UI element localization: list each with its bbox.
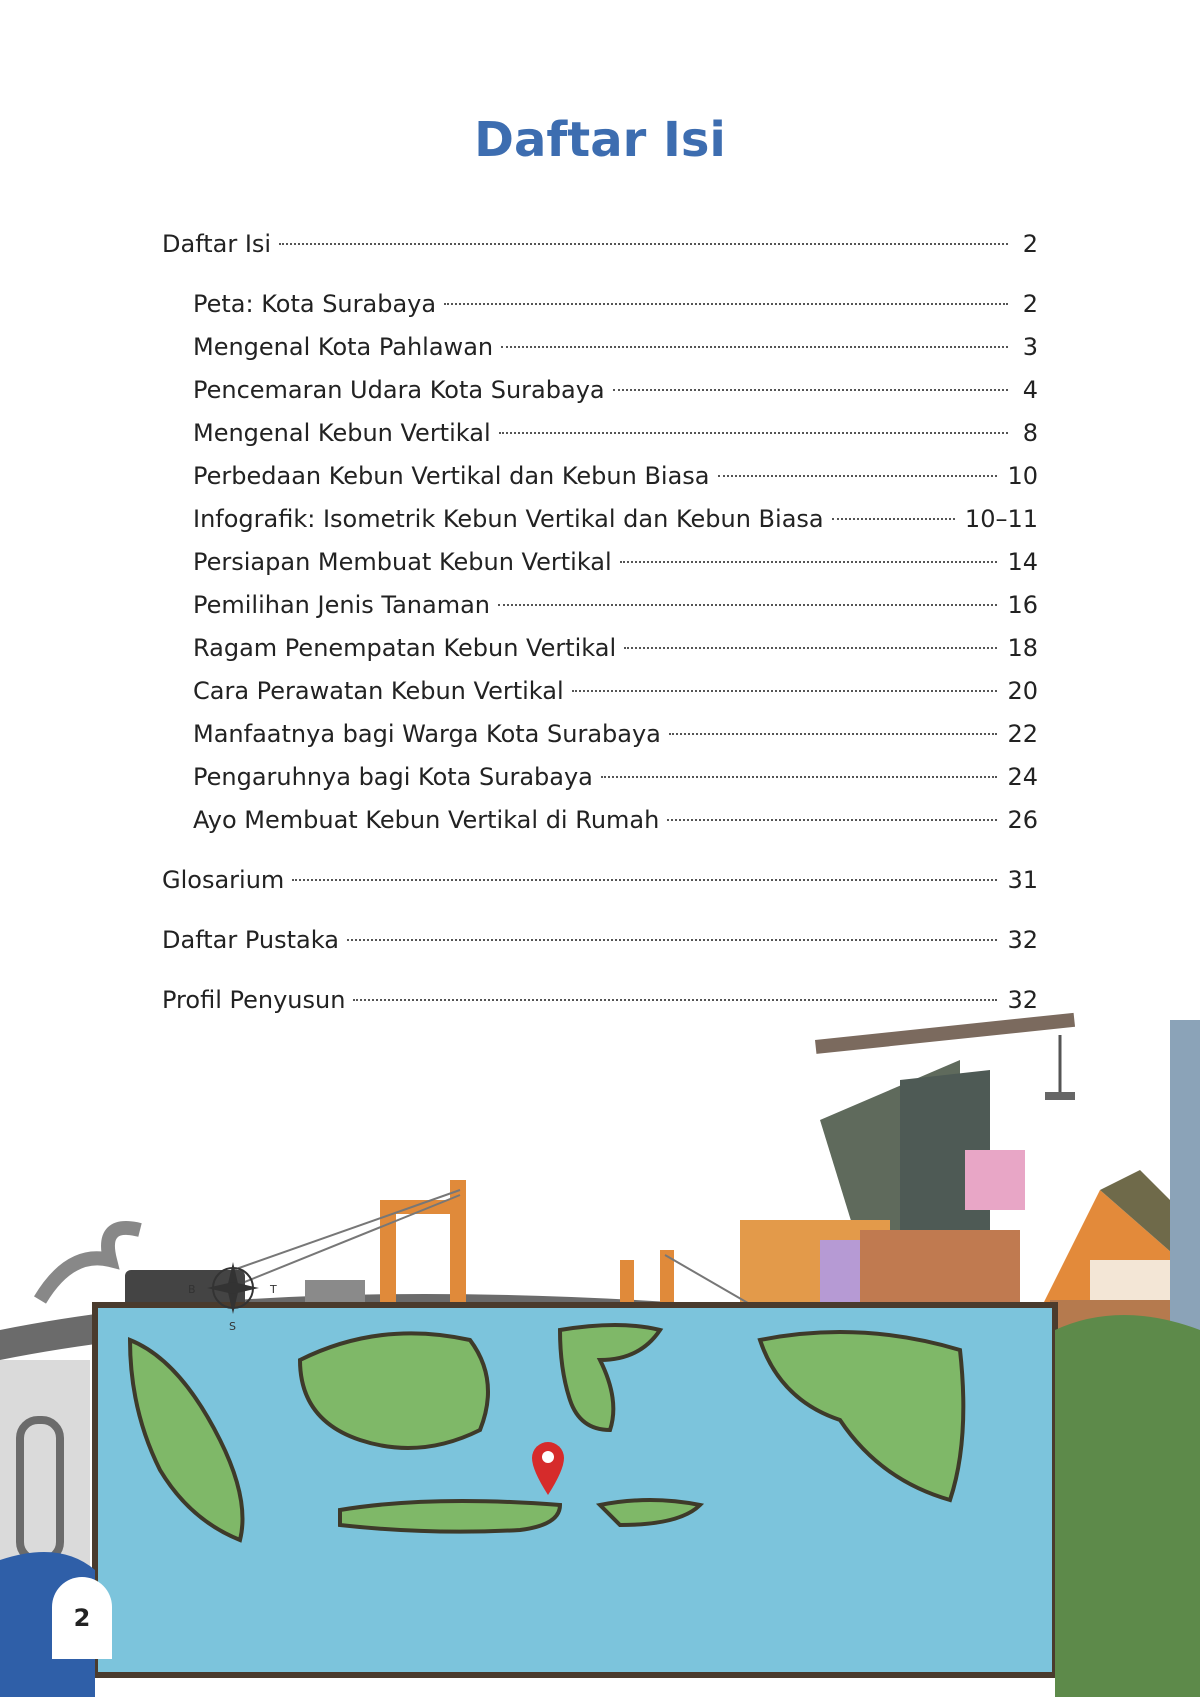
toc-entry (162, 864, 1038, 896)
toc-entry (193, 675, 1038, 707)
toc-entry (193, 589, 1038, 621)
toc-entry-title: Mengenal Kebun Vertikal (193, 419, 491, 447)
toc-entry-page: 10 (1007, 462, 1038, 490)
toc-entry-page: 18 (1007, 634, 1038, 662)
toc-entry-page: 4 (1022, 376, 1038, 404)
toc-entry-title: Daftar Isi (162, 230, 272, 258)
toc-dot-leader (279, 243, 1008, 245)
toc-entry (193, 804, 1038, 836)
toc-entry (193, 374, 1038, 406)
toc-dot-leader (501, 346, 1008, 348)
toc-entry (193, 417, 1038, 449)
toc-entry-page: 2 (1022, 290, 1038, 318)
toc-entry-title: Perbedaan Kebun Vertikal dan Kebun Biasa (193, 462, 710, 490)
toc-entry (193, 761, 1038, 793)
compass-east-label: T (270, 1283, 277, 1296)
toc-entry-page: 10–11 (964, 505, 1038, 533)
toc-dot-leader (347, 939, 998, 941)
toc-dot-leader (498, 604, 997, 606)
city-map-illustration (0, 1000, 1200, 1697)
indonesia-map-illustration (95, 1305, 1055, 1675)
toc-entry-title: Pemilihan Jenis Tanaman (193, 591, 490, 619)
page-title: Daftar Isi (474, 112, 726, 168)
toc-entry (193, 718, 1038, 750)
toc-entry (193, 288, 1038, 320)
toc-entry-title: Peta: Kota Surabaya (193, 290, 437, 318)
toc-entry-title: Infografik: Isometrik Kebun Vertikal dan Kebun Biasa (193, 505, 824, 533)
toc-dot-leader (718, 475, 998, 477)
toc-dot-leader (832, 518, 955, 520)
toc-dot-leader (292, 879, 997, 881)
toc-entry-page: 3 (1022, 333, 1038, 361)
toc-entry (162, 228, 1038, 260)
toc-dot-leader (669, 733, 998, 735)
toc-entry-page: 8 (1022, 419, 1038, 447)
toc-entry-page: 32 (1007, 986, 1038, 1014)
toc-entry (162, 924, 1038, 956)
toc-entry-page: 2 (1022, 230, 1038, 258)
toc-entry-title: Ragam Penempatan Kebun Vertikal (193, 634, 617, 662)
toc-dot-leader (499, 432, 1008, 434)
toc-dot-leader (601, 776, 998, 778)
toc-entry (193, 331, 1038, 363)
toc-entry (193, 632, 1038, 664)
toc-dot-leader (613, 389, 1008, 391)
toc-entry-title: Daftar Pustaka (162, 926, 339, 954)
toc-entry-page: 31 (1007, 866, 1038, 894)
toc-entry (193, 546, 1038, 578)
toc-entry-page: 22 (1007, 720, 1038, 748)
toc-entry-title: Manfaatnya bagi Warga Kota Surabaya (193, 720, 661, 748)
toc-entry-page: 14 (1007, 548, 1038, 576)
toc-dot-leader (444, 303, 1008, 305)
toc-dot-leader (667, 819, 997, 821)
toc-entry-title: Cara Perawatan Kebun Vertikal (193, 677, 564, 705)
toc-entry-title: Persiapan Membuat Kebun Vertikal (193, 548, 612, 576)
toc-dot-leader (620, 561, 998, 563)
toc-entry-page: 16 (1007, 591, 1038, 619)
toc-entry-title: Mengenal Kota Pahlawan (193, 333, 494, 361)
toc-entry-title: Pencemaran Udara Kota Surabaya (193, 376, 605, 404)
toc-entry-page: 24 (1007, 763, 1038, 791)
toc-entry-title: Ayo Membuat Kebun Vertikal di Rumah (193, 806, 660, 834)
toc-entry-title: Profil Penyusun (162, 986, 346, 1014)
toc-entry (193, 503, 1038, 535)
toc-entry-title: Pengaruhnya bagi Kota Surabaya (193, 763, 593, 791)
toc-dot-leader (624, 647, 997, 649)
toc-dot-leader (572, 690, 998, 692)
toc-entry-page: 26 (1007, 806, 1038, 834)
page-number: 2 (52, 1577, 112, 1659)
toc-entry (193, 460, 1038, 492)
toc-entry-title: Glosarium (162, 866, 285, 894)
toc-entry-page: 20 (1007, 677, 1038, 705)
toc-entry-page: 32 (1007, 926, 1038, 954)
compass-west-label: B (188, 1283, 196, 1296)
compass-south-label: S (229, 1320, 236, 1333)
